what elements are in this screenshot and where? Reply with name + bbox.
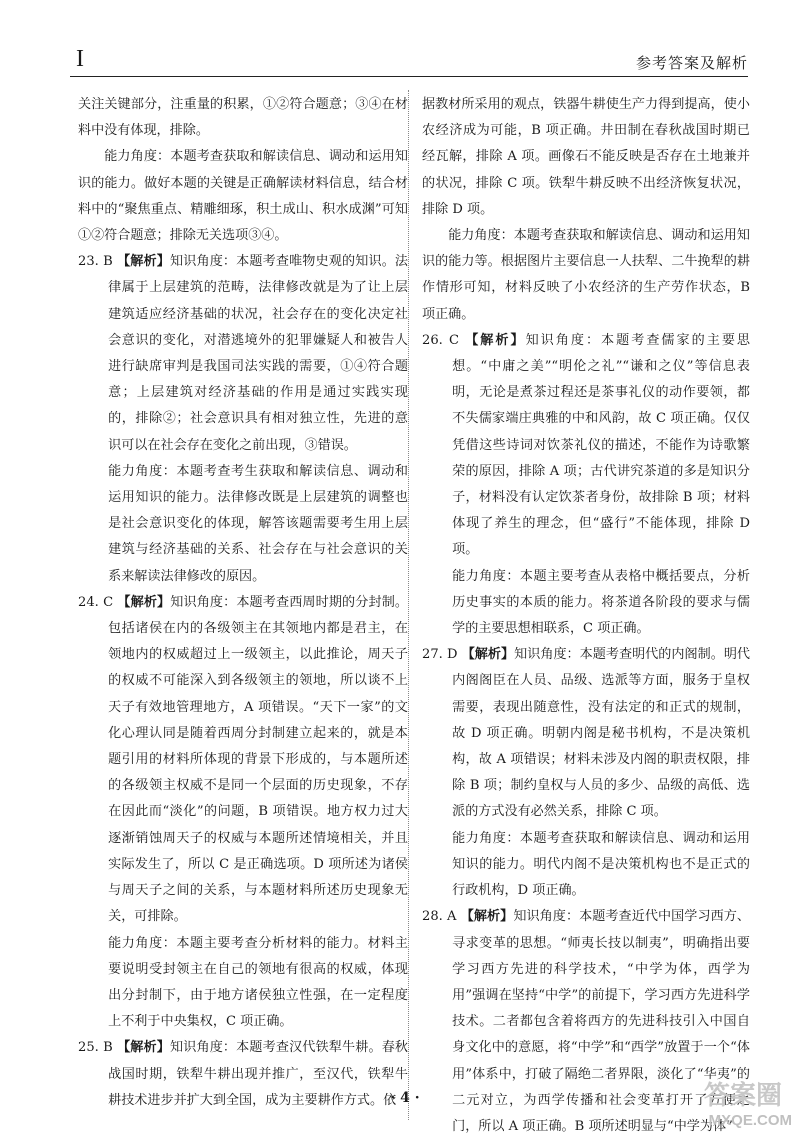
answer-item-23 xyxy=(78,249,408,590)
right-ability-text-25: 能力角度：本题考查获取和解读信息、调动和运用知识的能力等。根据图片主要信息一人扶犁、二牛挽犁的耕作情形可知，材料反映了小农经济的生产劳作状态，B 项正确。 xyxy=(422,228,750,322)
answer-item-27 xyxy=(422,642,750,904)
answer-ability-27: 能力角度：本题考查获取和解读信息、调动和运用知识的能力。明代内阁不是决策机构也不是正式的行政机构，D 项正确。 xyxy=(452,830,750,899)
answer-body-25: 知识角度：本题考查汉代铁犁牛耕。春秋战国时期，铁犁牛耕出现并推广，至汉代，铁犁牛耕技术进步并扩大到全国，成为主要耕作方式。依 xyxy=(108,1040,409,1108)
analysis-tag-25: 【解析】 xyxy=(117,1040,170,1056)
answer-body-27: 知识角度：本题考查明代的内阁制。明代内阁阁臣在人员、品级、选派等方面，服务于皇权需要，表现出随意性，没有法定的和正式的规制，故 D 项正确。明朝内阁是秘书机构，不是决策机构，故 A 项错误；材料未涉及内阁的职责权限，排除 B 项；制约皇权与人员的多少、品级的高低、选派的方式没有必然关系，排除 C 项。 xyxy=(452,647,751,820)
right-column xyxy=(422,92,750,1140)
answer-number-23: 23. B xyxy=(78,254,113,270)
site-watermark xyxy=(662,1075,792,1129)
watermark-domain: MXQE.COM xyxy=(708,1112,792,1129)
header-roman-numeral: I xyxy=(76,46,84,72)
analysis-tag-24: 【解析】 xyxy=(117,594,171,610)
left-continuation-text: 关注关键部分，注重量的积累，①②符合题意；③④在材料中没有体现，排除。 xyxy=(78,97,408,139)
analysis-tag-28: 【解析】 xyxy=(460,909,514,925)
answer-number-24: 24. C xyxy=(78,594,114,610)
right-continuation-text: 据教材所采用的观点，铁器牛耕使生产力得到提高，使小农经济成为可能，B 项正确。井田制在春秋战国时期已经瓦解，排除 A 项。画像石不能反映是否存在土地兼并的状况，排除 C 项。铁犁牛耕反映不出经济恢复状况，排除 D 项。 xyxy=(422,97,750,217)
analysis-tag-27: 【解析】 xyxy=(461,647,515,663)
left-column xyxy=(78,92,408,1114)
answer-ability-24: 能力角度：本题主要考查分析材料的能力。材料主要说明受封领主在自己的领地有很高的权威，体现出分封制下，由于地方诸侯独立性强，在一定程度上不利于中央集权，C 项正确。 xyxy=(108,935,408,1030)
answer-number-27: 27. D xyxy=(422,647,458,663)
answer-body-23: 知识角度：本题考查唯物史观的知识。法律属于上层建筑的范畴，法律修改就是为了让上层建筑适应经济基础的状况，社会存在的变化决定社会意识的变化，对潜逃境外的犯罪嫌疑人和被告人进行缺席审判是我国司法实践的需要，①④符合题意；上层建筑对经济基础的作用是通过实践实现的，排除②；社会意识具有相对独立性，先进的意识可以在社会存在变化之前出现，③错误。 xyxy=(108,254,409,453)
analysis-tag-26: 【解析】 xyxy=(465,332,526,348)
answer-ability-26: 能力角度：本题主要考查从表格中概括要点，分析历史事实的本质的能力。将茶道各阶段的要求与儒学的主要思想相联系，C 项正确。 xyxy=(452,568,750,637)
watermark-logo-text: 答案圈 xyxy=(703,1080,782,1110)
answer-body-26: 知识角度：本题考查儒家的主要思想。“中庸之美”“明伦之礼”“谦和之仪”等信息表明，无论是煮茶过程还是茶事礼仪的动作要领，都不失儒家端庄典雅的中和风韵，故 C 项正确。仅仅凭借这些诗词对饮茶礼仪的描述，不能作为诗歌繁荣的原因，排除 A 项；古代讲究茶道的多是知识分子，材料没有认定饮茶者身份，故排除 B 项；材料体现了养生的理念，但“盛行”不能体现，排除 D 项。 xyxy=(452,332,751,558)
header-title: 参考答案及解析 xyxy=(635,54,748,72)
page-number: · 4 · xyxy=(390,1090,420,1106)
answer-ability-23: 能力角度：本题考查考生获取和解读信息、调动和运用知识的能力。法律修改既是上层建筑的调整也是社会意识变化的体现，解答该题需要考生用上层建筑与经济基础的关系、社会存在与社会意识的关系来解读法律修改的原因。 xyxy=(108,463,408,584)
answer-number-26: 26. C xyxy=(422,332,460,348)
answer-item-24 xyxy=(78,590,408,1035)
analysis-tag-23: 【解析】 xyxy=(117,254,170,270)
column-divider xyxy=(408,90,409,1120)
answer-number-25: 25. B xyxy=(78,1040,113,1056)
answer-body-28: 知识角度：本题考查近代中国学习西方、寻求变革的思想。“师夷长技以制夷”，明确指出要学习西方先进的科学技术，“中学为体，西学为用”强调在坚持“中学”的前提下，学习西方先进科学技术。二者都包含着将西方的先进科技引入中国自身文化中的意愿，将“中学”和“西学”放置于一个“体用”体系中，打破了隔绝二者界限，淡化了“华夷”的二元对立，为西学传播和社会变革打开了方便之门，所以 A 项正确。B 项所述明显与“中学为体” xyxy=(452,909,751,1134)
page-header xyxy=(70,46,748,77)
answer-item-26 xyxy=(422,328,750,642)
answer-body-24: 知识角度：本题考查西周时期的分封制。包括诸侯在内的各级领主在其领地内都是君主，在领地内的权威超过上一级领主，以此推论，周天子的权威不可能深入到各级领主的领地，所以谈不上天子有效地管理地方，A 项错误。“天下一家”的文化心理认同是随着西周分封制建立起来的，就是本题引用的材料所体现的背景下形成的，与本题所述的各级领主权威不是同一个层面的历史现象，不存在因此而“淡化”的问题，B 项错误。地方权力过大逐渐销蚀周天子的权威与本题所述情境相关，并且实际发生了，所以 C 是正确选项。D 项所述为诸侯与周天子之间的关系，与本题材料所述历史现象无关，可排除。 xyxy=(108,594,409,925)
left-ability-text: 能力角度：本题考查获取和解读信息、调动和运用知识的能力。做好本题的关键是正确解读材料信息，结合材料中的“聚焦重点、精雕细琢，积土成山、积水成渊”可知①②符合题意；排除无关选项③④。 xyxy=(78,149,408,244)
answer-number-28: 28. A xyxy=(422,909,457,925)
